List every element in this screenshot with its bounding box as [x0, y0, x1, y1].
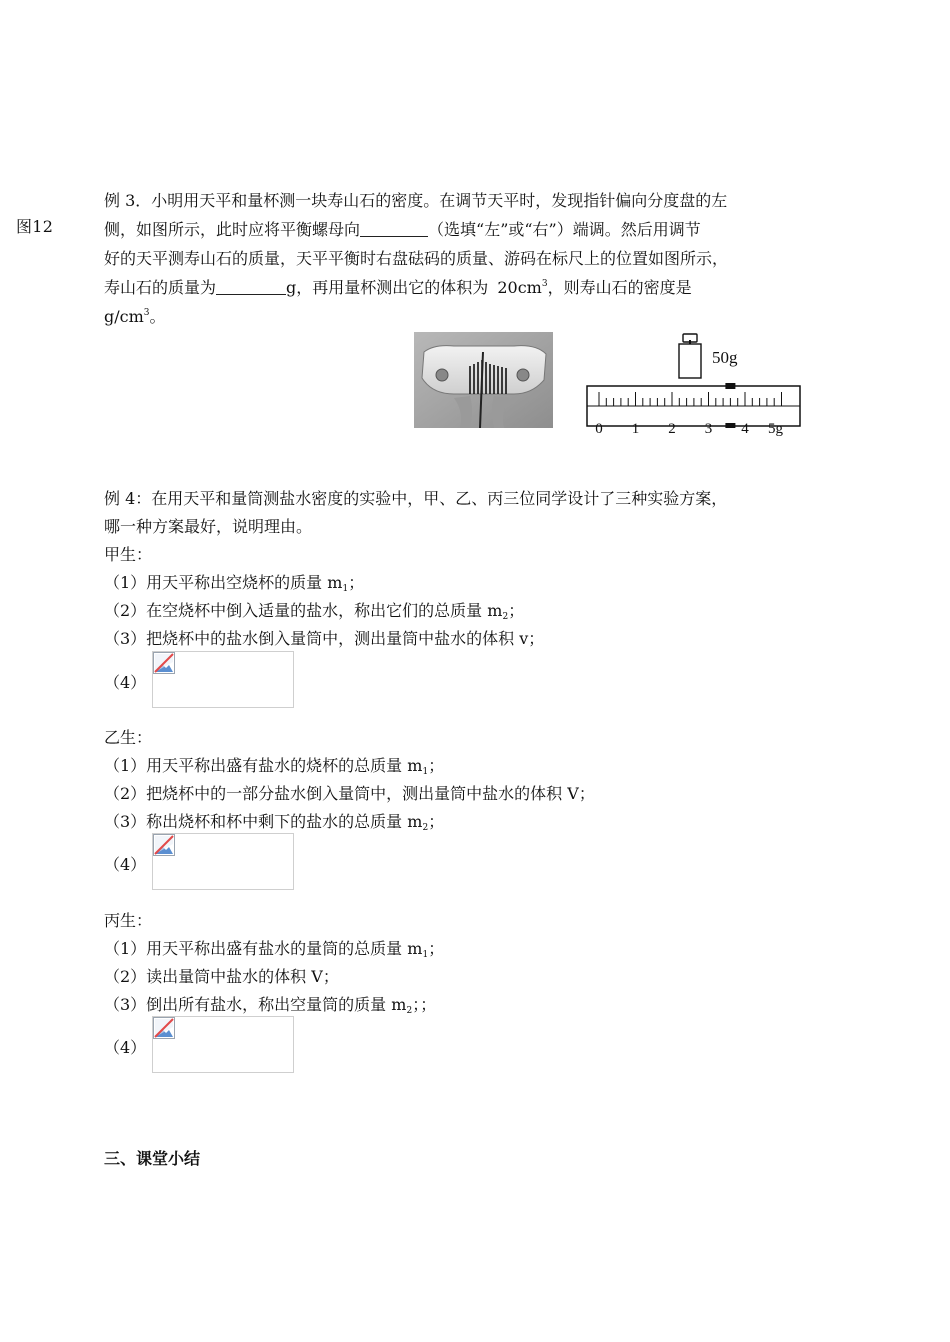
step-text: （1）用天平称出空烧杯的质量 m: [104, 573, 343, 592]
bing-formula-image: [152, 1016, 294, 1073]
ex3-text: g/cm: [104, 307, 144, 326]
section-heading: 三、课堂小结: [104, 1149, 201, 1168]
step-text: ；: [428, 812, 445, 831]
broken-image-icon: [153, 652, 175, 674]
step-text: ；: [428, 939, 445, 958]
step-text: （1）用天平称出盛有盐水的量筒的总质量 m: [104, 939, 423, 958]
jia-step-2: [104, 598, 524, 621]
bing-step-3: [104, 992, 436, 1015]
figure-label: 图12: [16, 217, 54, 236]
rider-marker: [725, 423, 735, 428]
yi-step-4: （4）: [104, 855, 147, 874]
rider-scale-diagram: [584, 330, 806, 442]
ex3-line-2: [104, 217, 701, 240]
tick-label: 3: [704, 421, 713, 437]
ex3-line-3: 好的天平测寿山石的质量，天平平衡时右盘砝码的质量、游码在标尺上的位置如图所示，: [104, 249, 729, 268]
ex3-text: g，再用量杯测出它的体积为 20cm: [286, 278, 542, 297]
tick-label: 5g: [768, 421, 783, 437]
yi-step-1: [104, 753, 444, 776]
step-text: ；: [508, 601, 525, 620]
yi-formula-image: [152, 833, 294, 890]
step-text: ；: [428, 756, 445, 775]
subscript: 1: [422, 767, 429, 777]
step-text: （3）称出烧杯和杯中剩下的盐水的总质量 m: [104, 812, 423, 831]
jia-formula-image: [152, 651, 294, 708]
step-text: （1）用天平称出盛有盐水的烧杯的总质量 m: [104, 756, 423, 775]
subscript: 1: [422, 950, 429, 960]
ex3-text: 。: [149, 307, 166, 326]
bing-title: 丙生：: [104, 911, 153, 930]
jia-step-1: [104, 570, 364, 593]
scale-ticks: [599, 392, 782, 406]
ex3-text: 侧，如图所示，此时应将平衡螺母向: [104, 220, 361, 239]
broken-image-icon: [153, 834, 175, 856]
ex3-text: 寿山石的质量为: [104, 278, 217, 297]
step-text: （3）倒出所有盐水，称出空量筒的质量 m: [104, 995, 407, 1014]
subscript: 1: [342, 584, 349, 594]
bing-step-2: （2）读出量筒中盐水的体积 V；: [104, 967, 339, 986]
tick-label: 2: [668, 421, 676, 437]
yi-step-2: （2）把烧杯中的一部分盐水倒入量筒中，测出量筒中盐水的体积 V；: [104, 784, 595, 803]
ex3-line-4: [104, 275, 692, 298]
tick-label: 0: [595, 421, 603, 437]
weight-label: 50g: [712, 348, 738, 367]
tick-label: 4: [741, 421, 749, 437]
ex3-text: （选填“左”或“右”）端调。然后用调节: [428, 220, 701, 239]
ex3-line-5: [104, 304, 166, 327]
answer-blank-mass[interactable]: [216, 276, 286, 295]
subscript: 2: [422, 823, 429, 833]
jia-step-3: （3）把烧杯中的盐水倒入量筒中，测出量筒中盐水的体积 v；: [104, 629, 545, 648]
ex4-line-1: 例 4：在用天平和量筒测盐水密度的实验中，甲、乙、丙三位同学设计了三种实验方案，: [104, 489, 728, 508]
jia-title: 甲生：: [104, 545, 153, 564]
jia-step-4: （4）: [104, 673, 147, 692]
step-text: ；: [348, 573, 365, 592]
subscript: 2: [502, 612, 509, 622]
bing-step-1: [104, 936, 444, 959]
yi-title: 乙生：: [104, 728, 153, 747]
superscript: 3: [143, 308, 150, 318]
ex4-line-2: 哪一种方案最好，说明理由。: [104, 517, 313, 536]
scale-tick-labels: [595, 421, 783, 437]
balance-pointer-image: [414, 332, 553, 428]
bing-step-4: （4）: [104, 1038, 147, 1057]
tick-label: 1: [631, 421, 640, 437]
yi-step-3: [104, 809, 444, 832]
step-text: （2）在空烧杯中倒入适量的盐水，称出它们的总质量 m: [104, 601, 503, 620]
ex3-text: ，则寿山石的密度是: [547, 278, 692, 297]
step-text: ；；: [412, 995, 437, 1014]
broken-image-icon: [153, 1017, 175, 1039]
superscript: 3: [541, 279, 548, 289]
ex3-line-1: 例 3．小明用天平和量杯测一块寿山石的密度。在调节天平时，发现指针偏向分度盘的左: [104, 191, 728, 210]
weight-icon: [679, 334, 701, 378]
answer-blank-direction[interactable]: [360, 218, 428, 237]
rider-marker: [725, 383, 735, 389]
subscript: 2: [406, 1006, 413, 1016]
